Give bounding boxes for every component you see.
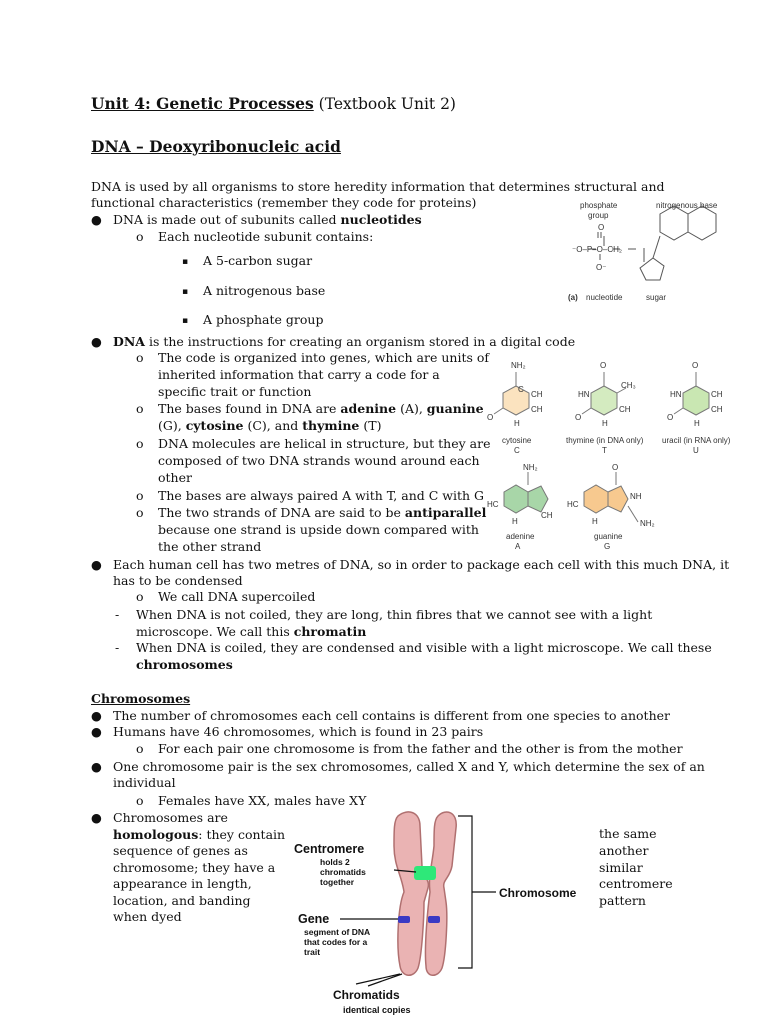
bullet-dot: ● — [91, 810, 102, 825]
atom-o: O — [600, 361, 607, 370]
atom-o: O — [575, 413, 582, 422]
list-item: the other strand — [158, 539, 262, 554]
sub-bullet: o — [136, 589, 144, 604]
atom-hn: HN — [670, 390, 682, 399]
list-item: other — [158, 470, 192, 485]
list-item: Each nucleotide subunit contains: — [158, 229, 374, 244]
phosphate-formula: ⁻O–P–O–CH₂ — [572, 245, 623, 254]
sub-bullet: o — [136, 505, 144, 520]
atom-h: H — [512, 517, 518, 526]
dna-heading — [91, 137, 341, 157]
square-bullet: ▪ — [182, 316, 189, 326]
list-item: centromere — [599, 876, 673, 891]
list-item — [158, 418, 381, 434]
c4-bold: homologous — [113, 827, 199, 842]
list-item: another — [599, 843, 649, 858]
atom-ch: CH — [531, 405, 543, 414]
atom-ch: CH — [619, 405, 631, 414]
cytosine-label: cytosine — [502, 436, 532, 445]
chromatids-desc: identical copies — [343, 1005, 411, 1015]
list-item: The bases are always paired A with T, and C with G — [158, 488, 485, 503]
b2b-guanine: guanine — [426, 401, 484, 416]
list-item: location, and banding — [113, 893, 251, 908]
atom-o: O — [612, 463, 619, 472]
atom-c: C — [518, 385, 524, 394]
b3b-bold: chromatin — [293, 624, 367, 639]
atom-o: O — [667, 413, 674, 422]
b2e-bold: antiparallel — [404, 505, 487, 520]
bullet-dot: ● — [91, 212, 102, 227]
b2e-p1: The two strands of DNA are said to be — [158, 505, 405, 520]
dash-bullet: - — [115, 607, 120, 622]
caption-a: (a) — [568, 293, 578, 302]
title-main: Unit 4: Genetic Processes — [91, 94, 314, 113]
b1-bold: nucleotides — [340, 212, 422, 227]
list-item: specific trait or function — [158, 384, 312, 399]
chromosome-shape — [394, 812, 456, 975]
list-item: DNA molecules are helical in structure, but they are — [158, 436, 491, 451]
atom-ch3: CH₃ — [621, 381, 636, 390]
b2b-p4: (C), and — [243, 418, 303, 433]
atom-ch: CH — [711, 390, 723, 399]
bullet-dot: ● — [91, 759, 102, 774]
c4-l2: : they contain — [198, 827, 286, 842]
list-item: composed of two DNA strands wound around each — [158, 453, 480, 468]
sub-bullet: o — [136, 741, 144, 756]
b2b-thymine: thymine — [302, 418, 360, 433]
atom-ch: CH — [531, 390, 543, 399]
square-bullet: ▪ — [182, 287, 189, 297]
nh2-label: NH₂ — [523, 463, 538, 472]
centromere-desc-3: together — [320, 877, 354, 887]
list-item: pattern — [599, 893, 646, 908]
centromere-mark — [414, 866, 436, 880]
atom-o: O — [487, 413, 494, 422]
chromatids-label: Chromatids — [333, 988, 400, 1002]
list-item — [113, 827, 285, 843]
cytosine-letter: C — [514, 446, 520, 455]
sub-bullet: o — [136, 436, 144, 451]
list-item: Each human cell has two metres of DNA, so in order to package each cell with this much DNA, it — [113, 557, 730, 572]
gene-desc-1: segment of DNA — [304, 927, 371, 937]
chromosome-figure — [290, 806, 600, 1020]
list-item: has to be condensed — [113, 573, 243, 588]
guanine-label: guanine — [594, 532, 623, 541]
list-item: The number of chromosomes each cell contains is different from one species to another — [113, 708, 671, 723]
atom-hc: HC — [487, 500, 499, 509]
list-item: When DNA is coiled, they are condensed and visible with a light microscope. We call these — [136, 640, 712, 655]
list-item: When DNA is not coiled, they are long, thin fibres that we cannot see with a light — [136, 607, 653, 622]
page-title — [91, 94, 456, 114]
phosphate-o-top: O — [598, 223, 605, 232]
square-bullet: ▪ — [182, 257, 189, 267]
sub-bullet: o — [136, 488, 144, 503]
phosphate-group-label-2: group — [588, 211, 609, 220]
b2b-cytosine: cytosine — [185, 418, 244, 433]
nucleotide-figure — [560, 196, 740, 308]
bases-figure — [478, 352, 768, 558]
b3b-l2: microscope. We call this — [136, 624, 294, 639]
caption-nucleotide: nucleotide — [586, 293, 623, 302]
sub-bullet: o — [136, 401, 144, 416]
atom-ch: CH — [541, 511, 553, 520]
title-sub: (Textbook Unit 2) — [313, 95, 456, 113]
b1-text: DNA is made out of subunits called — [113, 212, 341, 227]
thymine-letter: T — [602, 446, 607, 455]
list-item: similar — [599, 860, 643, 875]
list-item: sequence of genes as — [113, 843, 248, 858]
gene-band-right — [428, 916, 440, 923]
list-item: The code is organized into genes, which are units of — [158, 350, 490, 365]
phosphate-group-label-1: phosphate — [580, 201, 618, 210]
list-item: because one strand is upside down compared with — [158, 522, 479, 537]
list-item: chromosome; they have a — [113, 860, 276, 875]
list-item: Humans have 46 chromosomes, which is found in 23 pairs — [113, 724, 484, 739]
b3c-bold: chromosomes — [136, 657, 233, 672]
list-item: inherited information that carry a code for a — [158, 367, 440, 382]
list-item: We call DNA supercoiled — [158, 589, 316, 604]
chromosome-label: Chromosome — [499, 886, 577, 900]
list-item: A phosphate group — [203, 312, 324, 327]
list-item: the same — [599, 826, 657, 841]
centromere-desc-1: holds 2 — [320, 857, 350, 867]
atom-h: H — [592, 517, 598, 526]
list-item: Females have XX, males have XY — [158, 793, 367, 808]
list-item — [158, 505, 486, 521]
chrom-heading-text: Chromosomes — [91, 691, 191, 706]
nh2-label: NH₂ — [640, 519, 655, 528]
gene-desc-2: that codes for a — [304, 937, 368, 947]
sub-bullet: o — [136, 229, 144, 244]
list-item: when dyed — [113, 909, 182, 924]
atom-h: H — [694, 419, 700, 428]
nh2-label: NH₂ — [511, 361, 526, 370]
atom-o: O — [692, 361, 699, 370]
uracil-label: uracil (in RNA only) — [662, 436, 731, 445]
list-item: For each pair one chromosome is from the father and the other is from the mother — [158, 741, 683, 756]
nitrogenous-base-label: nitrogenous base — [656, 201, 718, 210]
intro-line-1: DNA is used by all organisms to store heredity information that determines structural and — [91, 179, 665, 194]
adenine-label: adenine — [506, 532, 535, 541]
dna-heading-text: DNA – Deoxyribonucleic acid — [91, 137, 341, 156]
list-item — [136, 624, 366, 640]
sub-bullet: o — [136, 793, 144, 808]
phosphate-o-minus: O⁻ — [596, 263, 607, 272]
bullet-dot: ● — [91, 557, 102, 572]
adenine-letter: A — [515, 542, 521, 551]
atom-h: H — [514, 419, 520, 428]
list-item — [136, 657, 233, 673]
centromere-label: Centromere — [294, 842, 365, 856]
b2b-p5: (T) — [359, 418, 382, 433]
list-item — [158, 401, 484, 417]
list-item: A 5-carbon sugar — [203, 253, 313, 268]
atom-nh: NH — [630, 492, 642, 501]
atom-ch: CH — [711, 405, 723, 414]
bullet-dot: ● — [91, 708, 102, 723]
gene-desc-3: trait — [304, 947, 321, 957]
b2b-p1: The bases found in DNA are — [158, 401, 341, 416]
atom-h: H — [602, 419, 608, 428]
list-item: Chromosomes are — [113, 810, 228, 825]
dash-bullet: - — [115, 640, 120, 655]
adenine-structure — [504, 472, 548, 513]
sub-bullet: o — [136, 350, 144, 365]
caption-sugar: sugar — [646, 293, 667, 302]
chromosomes-heading — [91, 691, 190, 707]
atom-hn: HN — [578, 390, 590, 399]
b2b-p3: (G), — [158, 418, 186, 433]
list-item: A nitrogenous base — [203, 283, 326, 298]
list-item — [113, 212, 422, 228]
b2-rest: is the instructions for creating an organism stored in a digital code — [144, 334, 576, 349]
atom-hc: HC — [567, 500, 579, 509]
b2-bold: DNA — [113, 334, 145, 349]
gene-band-left — [398, 916, 410, 923]
centromere-desc-2: chromatids — [320, 867, 366, 877]
uracil-letter: U — [693, 446, 699, 455]
list-item: One chromosome pair is the sex chromosomes, called X and Y, which determine the sex of an — [113, 759, 705, 774]
thymine-label: thymine (in DNA only) — [566, 436, 644, 445]
bullet-dot: ● — [91, 334, 102, 349]
list-item — [113, 334, 575, 350]
list-item: individual — [113, 775, 176, 790]
gene-label: Gene — [298, 912, 330, 926]
b2b-p2: (A), — [396, 401, 427, 416]
list-item: appearance in length, — [113, 876, 252, 891]
intro-line-2: functional characteristics (remember they code for proteins) — [91, 195, 477, 210]
b2b-adenine: adenine — [340, 401, 397, 416]
bullet-dot: ● — [91, 724, 102, 739]
guanine-letter: G — [604, 542, 611, 551]
